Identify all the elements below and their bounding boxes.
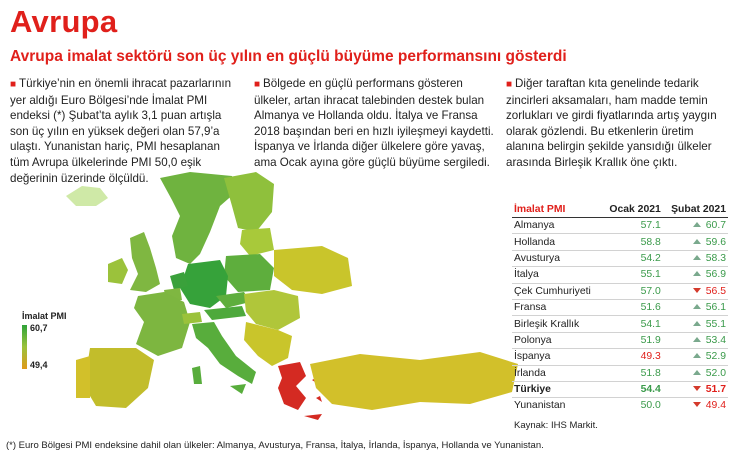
map-region-scandinavia (160, 172, 236, 264)
map-region-greece (278, 362, 306, 410)
pmi-feb-cell (663, 218, 728, 234)
legend-title: İmalat PMI (22, 311, 67, 321)
map-region-finland (224, 172, 274, 232)
pmi-jan-value: 51.8 (601, 365, 662, 381)
pmi-feb-cell (663, 332, 728, 348)
source-note: Kaynak: IHS Markit. (514, 420, 598, 431)
country-name: İtalya (512, 267, 601, 283)
map-region-sicily (230, 384, 246, 394)
bullet-icon: ■ (506, 79, 513, 90)
pmi-feb-value: 59.6 (705, 236, 726, 248)
pmi-feb-cell (663, 234, 728, 250)
arrow-down-icon (693, 386, 701, 391)
table-row (512, 365, 728, 381)
text-column-2 (254, 76, 494, 171)
pmi-feb-value: 51.7 (705, 384, 726, 396)
pmi-jan-value: 54.4 (601, 381, 662, 397)
arrow-up-icon (693, 321, 701, 326)
arrow-up-icon (693, 353, 701, 358)
pmi-feb-value: 49.4 (705, 400, 726, 412)
pmi-feb-value: 55.1 (705, 318, 726, 330)
pmi-feb-cell (663, 299, 728, 315)
bullet-icon: ■ (10, 79, 17, 90)
pmi-jan-value: 57.0 (601, 283, 662, 299)
table-header-country: İmalat PMI (514, 204, 566, 215)
country-name: Avusturya (512, 250, 601, 266)
pmi-feb-value: 56.1 (705, 302, 726, 314)
country-name: Birleşik Krallık (512, 316, 601, 332)
arrow-down-icon (693, 288, 701, 293)
pmi-jan-value: 51.6 (601, 299, 662, 315)
table-row (512, 332, 728, 348)
legend-max-value: 60,7 (30, 323, 48, 333)
pmi-feb-value: 52.9 (705, 351, 726, 363)
map-region-spain (84, 348, 154, 408)
map-region-balkans (244, 322, 292, 366)
arrow-down-icon (693, 402, 701, 407)
arrow-up-icon (693, 239, 701, 244)
column-text: Bölgede en güçlü performans gösteren ülkeler, artan ihracat talebinden destek bulan Almanya ve Hollanda oldu. İtalya ve Fransa 2018 başından beri en hızlı iyileşmeyi kaydetti. İspanya ve İrlanda diğer ülkelere göre yavaş, ama Ocak ayına göre güçlü büyüme sergiledi. (254, 77, 494, 169)
legend-min-value: 49,4 (30, 360, 48, 370)
country-name: Fransa (512, 299, 601, 315)
footnote: (*) Euro Bölgesi PMI endeksine dahil olan ülkeler: Almanya, Avusturya, Fransa, İtalya, İrlanda, İspanya, Hollanda ve Yunanistan. (6, 440, 544, 451)
table-row (512, 299, 728, 315)
table-row (512, 381, 728, 397)
europe-pmi-map (60, 172, 520, 440)
map-region-ukraine (274, 246, 352, 294)
pmi-feb-cell (663, 283, 728, 299)
country-name: Hollanda (512, 234, 601, 250)
pmi-feb-value: 56.5 (705, 285, 726, 297)
map-region-iceland (66, 186, 108, 206)
country-name: Polonya (512, 332, 601, 348)
pmi-feb-cell (663, 349, 728, 365)
pmi-feb-value: 60.7 (705, 220, 726, 232)
country-name: Çek Cumhuriyeti (512, 283, 601, 299)
pmi-jan-value: 54.1 (601, 316, 662, 332)
pmi-jan-value: 50.0 (601, 398, 662, 414)
pmi-jan-value: 51.9 (601, 332, 662, 348)
pmi-feb-cell (663, 365, 728, 381)
table-row (512, 234, 728, 250)
table-row (512, 398, 728, 414)
arrow-up-icon (693, 222, 701, 227)
pmi-jan-value: 58.8 (601, 234, 662, 250)
pmi-feb-value: 52.0 (705, 367, 726, 379)
arrow-up-icon (693, 337, 701, 342)
pmi-feb-cell (663, 316, 728, 332)
map-region-uk (130, 232, 160, 292)
pmi-jan-value: 49.3 (601, 349, 662, 365)
table-row (512, 218, 728, 234)
table-header-jan: Ocak 2021 (609, 204, 661, 215)
table-row (512, 316, 728, 332)
table-row (512, 349, 728, 365)
map-region-france (134, 292, 190, 356)
pmi-jan-value: 55.1 (601, 267, 662, 283)
country-name: Yunanistan (512, 398, 601, 414)
pmi-table (512, 203, 728, 414)
arrow-up-icon (693, 271, 701, 276)
table-row (512, 267, 728, 283)
pmi-feb-value: 53.4 (705, 334, 726, 346)
table-row (512, 283, 728, 299)
map-region-austria (204, 306, 246, 320)
map-region-ireland (108, 258, 128, 284)
pmi-feb-value: 58.3 (705, 252, 726, 264)
country-name: Almanya (512, 218, 601, 234)
page-title: Avrupa (10, 4, 118, 39)
map-region-baltics (240, 228, 274, 256)
arrow-up-icon (693, 255, 701, 260)
arrow-up-icon (693, 370, 701, 375)
country-name: İrlanda (512, 365, 601, 381)
column-text: Türkiye’nin en önemli ihracat pazarlarının yer aldığı Euro Bölgesi’nde İmalat PMI endeksi (*) Şubat’ta aylık 3,1 puan artışla son üç yılın en yüksek değeri olan 57,9’a ulaştı. Yunanistan hariç, PMI hesaplanan tüm Avrupa ülkelerinde PMI 50,0 eşik değerinin üzerinde ölçüldü. (10, 77, 232, 185)
pmi-feb-value: 56.9 (705, 269, 726, 281)
pmi-feb-cell (663, 250, 728, 266)
page-subtitle: Avrupa imalat sektörü son üç yılın en güçlü büyüme performansını gösterdi (10, 48, 567, 65)
table-header-row (512, 203, 728, 218)
table-header-feb: Şubat 2021 (671, 204, 726, 215)
map-region-sardinia (192, 366, 202, 384)
column-text: Diğer taraftan kıta genelinde tedarik zincirleri aksamaları, ham madde temin zorlukları ve girdi fiyatlarında artış yaygın olarak gözlendi. Bu etkenlerin üretim alanına belirgin şekilde yansıdığı ülkeler arasında Birleşik Krallık öne çıktı. (506, 77, 717, 169)
country-name: İspanya (512, 349, 601, 365)
map-region-switzerland (182, 312, 202, 324)
pmi-feb-cell (663, 267, 728, 283)
bullet-icon: ■ (254, 79, 261, 90)
legend-color-scale (22, 325, 27, 369)
table-row (512, 250, 728, 266)
arrow-up-icon (693, 304, 701, 309)
map-region-poland (224, 254, 274, 292)
country-name: Türkiye (512, 381, 601, 397)
map-region-turkey (310, 352, 518, 410)
pmi-jan-value: 54.2 (601, 250, 662, 266)
map-region-portugal (76, 356, 90, 398)
text-column-1 (10, 76, 238, 186)
text-column-3 (506, 76, 732, 171)
pmi-feb-cell (663, 381, 728, 397)
pmi-feb-cell (663, 398, 728, 414)
pmi-jan-value: 57.1 (601, 218, 662, 234)
